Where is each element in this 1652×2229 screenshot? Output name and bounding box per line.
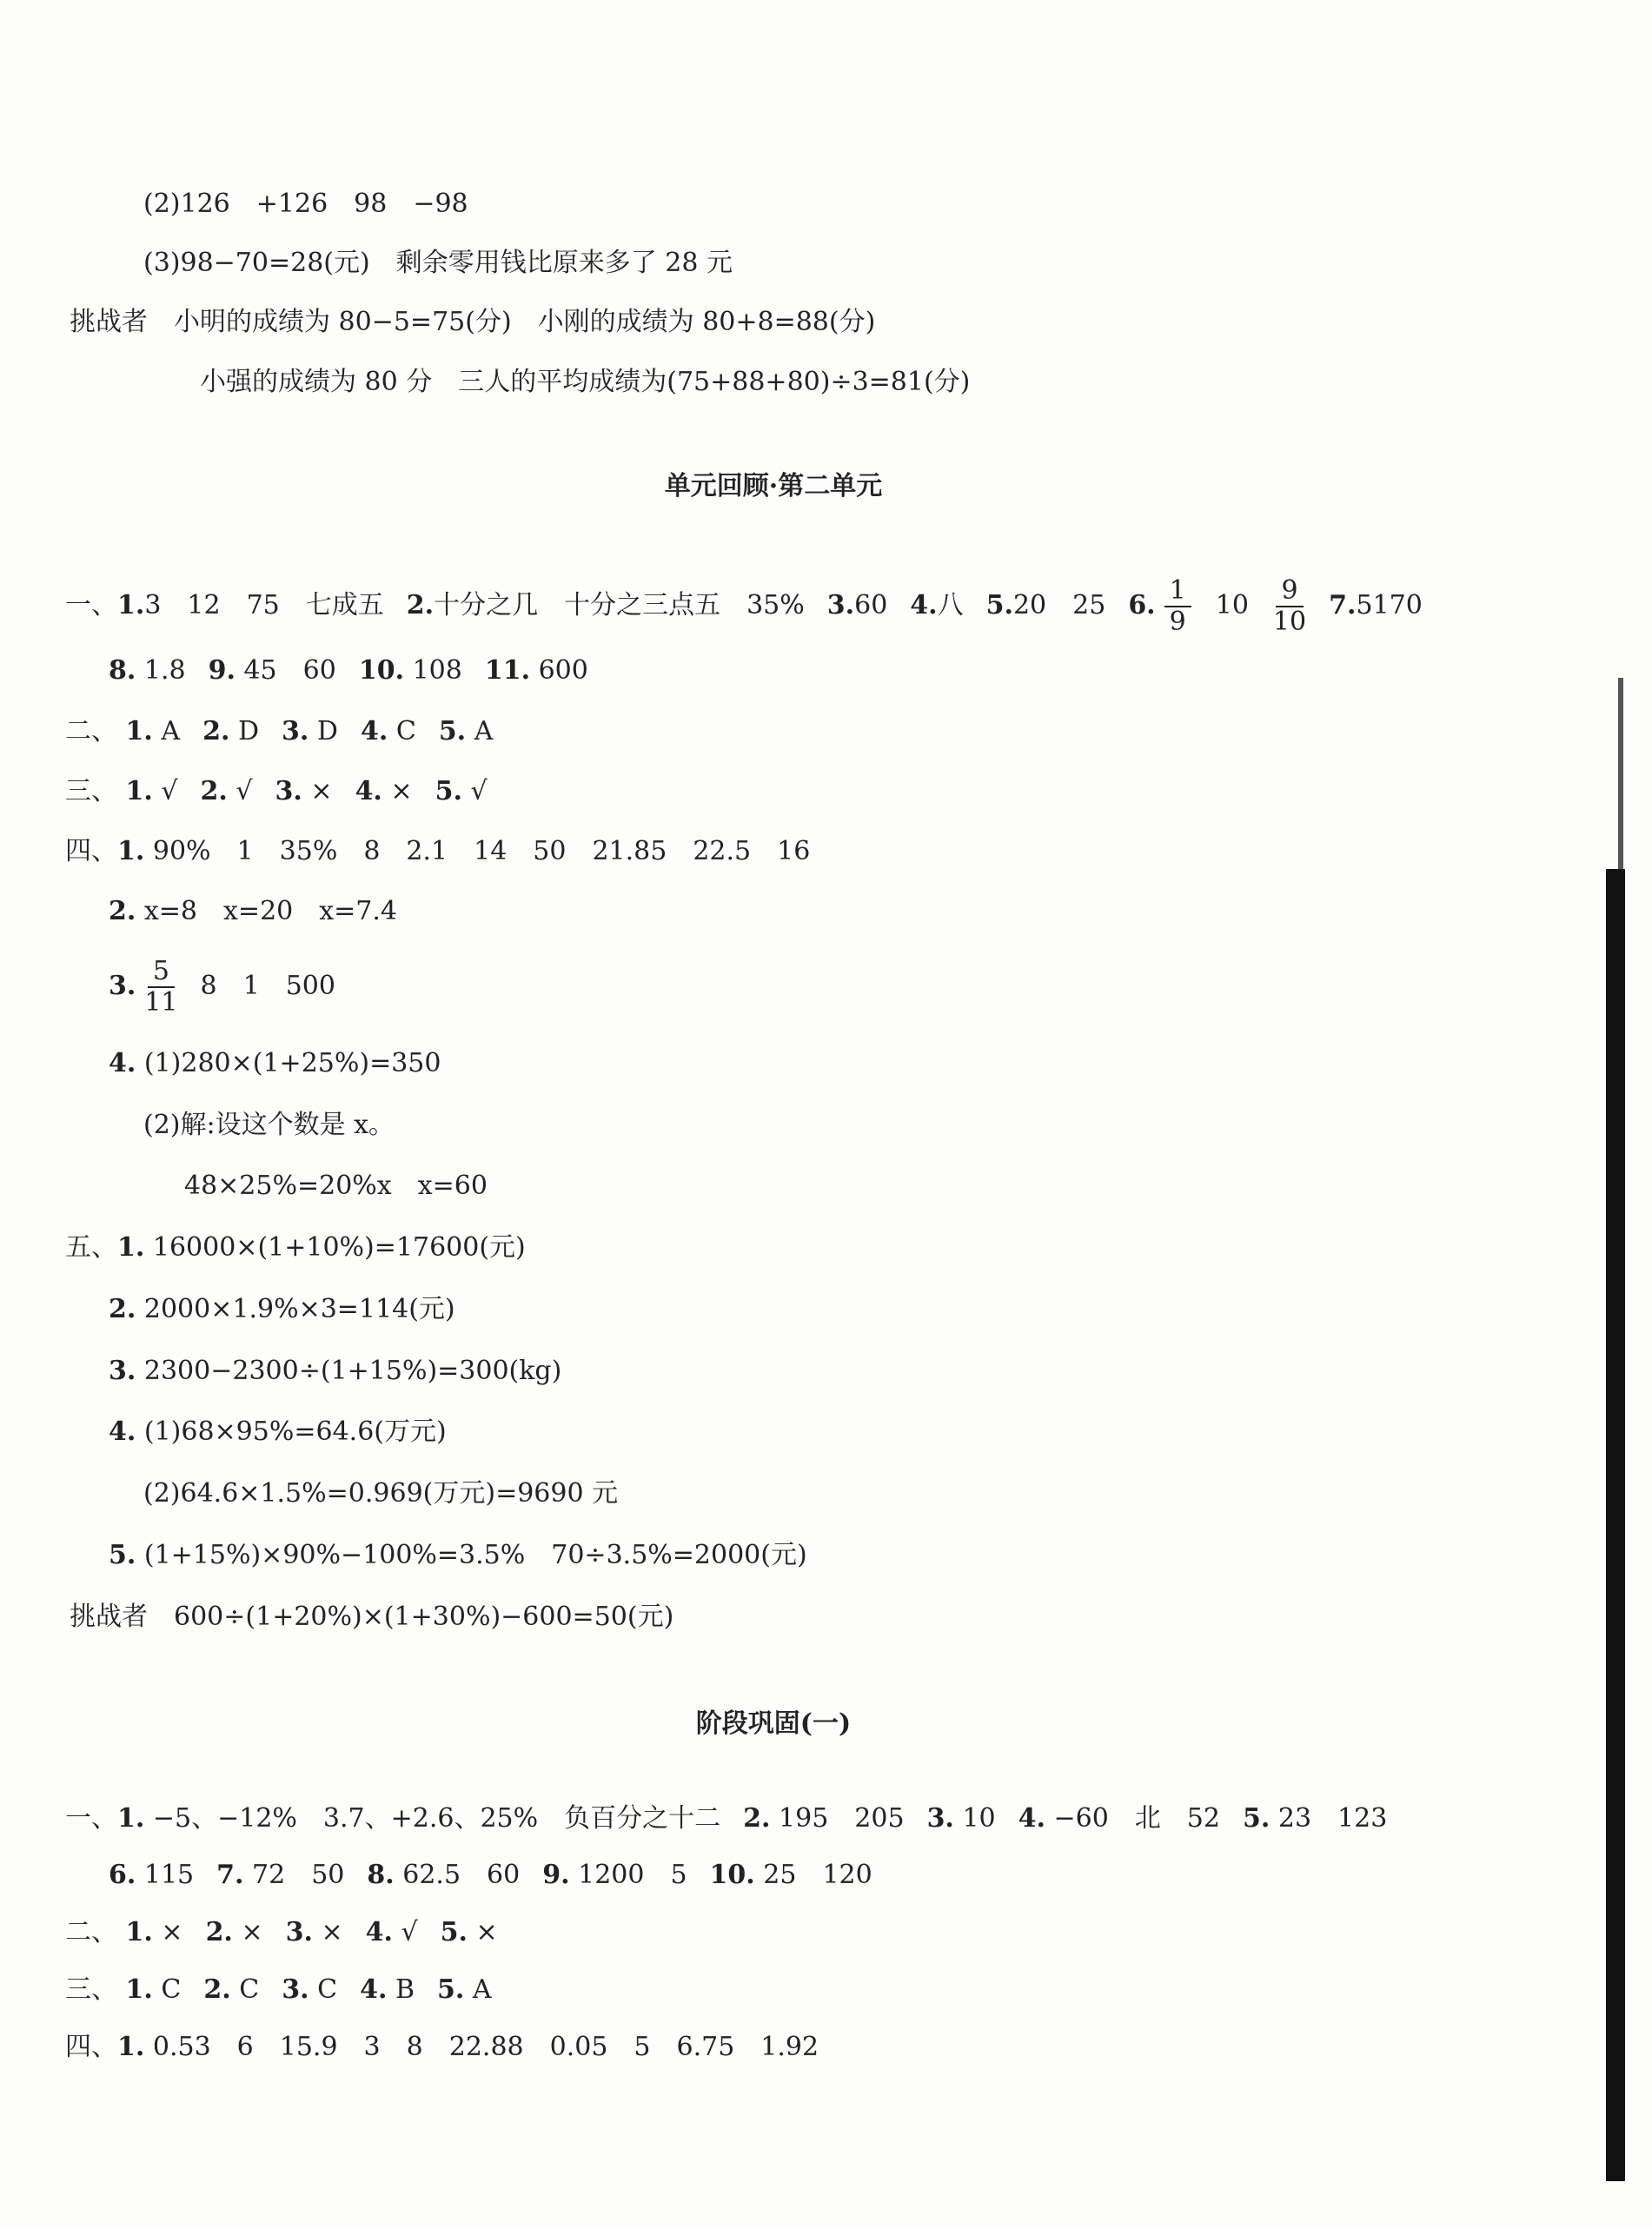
item-number: 6.	[109, 1860, 136, 1890]
item-number: 3.	[285, 1917, 313, 1947]
scan-edge-shadow	[1606, 869, 1625, 2181]
item-number: 7.	[1329, 590, 1357, 620]
answer-text: 72 50	[252, 1860, 345, 1890]
item-number: 5.	[109, 1540, 136, 1570]
answer-line	[109, 894, 397, 929]
item-number: 1.	[125, 1917, 153, 1947]
answer-text: 195 205	[779, 1803, 905, 1834]
answer-text: 0.53 6 15.9 3 8 22.88 0.05 5 6.75 1.92	[152, 2032, 819, 2062]
answer-line	[109, 1354, 561, 1389]
answer-line: (3)98−70=28(元) 剩余零用钱比原来多了 28 元	[143, 248, 733, 278]
item-number: 1.	[125, 716, 153, 746]
answer-text: √	[236, 776, 253, 806]
answer-line	[109, 1858, 872, 1893]
answer-text: ×	[475, 1917, 498, 1947]
item-number: 3.	[275, 776, 302, 806]
answer-text: 2300−2300÷(1+15%)=300(kg)	[143, 1356, 562, 1386]
challenge-line: 挑战者 600÷(1+20%)×(1+30%)−600=50(元)	[70, 1602, 674, 1632]
section-label: 三、	[65, 776, 117, 806]
item-number: 5.	[438, 716, 467, 746]
answer-text: D	[237, 716, 260, 746]
answer-text: 115	[143, 1860, 195, 1890]
answer-text: (1)68×95%=64.6(万元)	[143, 1416, 447, 1447]
answer-line	[65, 1231, 526, 1265]
item-number: 10.	[358, 655, 405, 686]
section-label: 四、	[65, 836, 117, 866]
item-number: 8.	[367, 1860, 395, 1890]
item-number: 1.	[125, 776, 153, 806]
section-label: 三、	[65, 1974, 117, 2005]
answer-line	[65, 714, 493, 749]
answer-text: 10	[1215, 590, 1249, 620]
item-number: 9.	[208, 655, 236, 686]
section-label: 五、	[65, 1232, 117, 1263]
answer-text: (1+15%)×90%−100%=3.5% 70÷3.5%=2000(元)	[143, 1540, 807, 1570]
item-number: 6.	[1128, 590, 1156, 620]
item-number: 9.	[542, 1860, 570, 1890]
answer-text: ×	[241, 1917, 263, 1947]
answer-line	[109, 956, 335, 1018]
item-number: 1.	[117, 1232, 145, 1263]
answer-line	[65, 2030, 819, 2065]
section-title: 单元回顾·第二单元	[664, 471, 883, 501]
item-number: 2.	[205, 1917, 233, 1947]
answer-line	[65, 774, 488, 809]
answer-text: x=8 x=20 x=7.4	[143, 896, 398, 926]
answer-text: √	[401, 1917, 418, 1947]
answer-text: 45 60	[243, 655, 336, 686]
challenge-line: 小强的成绩为 80 分 三人的平均成绩为(75+88+80)÷3=81(分)	[200, 367, 971, 397]
answer-text: ×	[390, 776, 413, 806]
item-number: 4.	[365, 1917, 393, 1947]
answer-text: −5、−12% 3.7、+2.6、25% 负百分之十二	[152, 1803, 721, 1834]
section-label: 二、	[65, 716, 117, 746]
answer-text: C	[395, 716, 416, 746]
answer-text: 23 123	[1277, 1803, 1388, 1834]
item-number: 2.	[743, 1803, 771, 1834]
answer-text: A	[472, 1974, 492, 2005]
answer-text: (1)280×(1+25%)=350	[143, 1048, 441, 1078]
answer-line: 48×25%=20%x x=60	[184, 1171, 488, 1201]
answer-line: (2)解:设这个数是 x。	[143, 1110, 395, 1140]
answer-text: C	[161, 1974, 182, 2005]
answer-line	[65, 576, 1423, 637]
answer-line	[109, 1415, 447, 1450]
answer-text: 1.8	[143, 655, 186, 686]
item-number: 7.	[216, 1860, 244, 1890]
section-label: 四、	[65, 2032, 117, 2062]
item-number: 1.	[117, 1803, 145, 1834]
item-number: 2.	[203, 1974, 231, 2005]
answer-line	[65, 1801, 1387, 1836]
item-number: 5.	[1242, 1803, 1271, 1834]
item-number: 10.	[709, 1860, 755, 1890]
section-label: 二、	[65, 1917, 117, 1947]
answer-text: 60	[854, 590, 888, 620]
section-title: 阶段巩固(一)	[695, 1708, 852, 1739]
answer-text: B	[395, 1974, 415, 2005]
answer-text: 600	[538, 655, 588, 686]
item-number: 11.	[484, 655, 531, 686]
answer-text: 90% 1 35% 8 2.1 14 50 21.85 22.5 16	[152, 836, 811, 866]
item-number: 3.	[826, 590, 855, 620]
item-number: 4.	[355, 776, 382, 806]
item-number: 1.	[125, 1974, 153, 2005]
item-number: 2.	[109, 896, 136, 926]
answer-line	[109, 1046, 441, 1081]
answer-text: D	[316, 716, 338, 746]
answer-text: ×	[321, 1917, 343, 1947]
item-number: 4.	[109, 1416, 136, 1447]
answer-text: 62.5 60	[402, 1860, 521, 1890]
item-number: 5.	[437, 1974, 465, 2005]
answer-text: 20 25	[1012, 590, 1106, 620]
section-label: 一、	[65, 590, 117, 620]
item-number: 3.	[926, 1803, 954, 1834]
answer-line: (2)126 +126 98 −98	[143, 189, 468, 219]
item-number: 4.	[109, 1048, 136, 1078]
answer-line	[109, 1292, 455, 1327]
answer-text: 2000×1.9%×3=114(元)	[143, 1294, 455, 1324]
answer-line	[109, 1538, 807, 1573]
answer-text: A	[474, 716, 494, 746]
item-number: 3.	[282, 1974, 309, 2005]
answer-text: 108	[412, 655, 462, 686]
fraction: $\frac{9}{10}$	[1272, 575, 1307, 637]
answer-text: A	[161, 716, 181, 746]
answer-text: C	[317, 1974, 338, 2005]
fraction: $\frac{5}{11}$	[144, 956, 178, 1018]
answer-text: 25 120	[763, 1860, 872, 1890]
scan-edge-shadow	[1618, 678, 1623, 886]
item-number: 3.	[282, 716, 309, 746]
item-number: 8.	[109, 655, 136, 686]
item-number: 2.	[200, 776, 228, 806]
answer-line	[65, 1973, 492, 2007]
answer-text: √	[470, 776, 488, 806]
answer-text: 8 1 500	[200, 971, 335, 1001]
item-number: 2.	[202, 716, 230, 746]
item-number: 5.	[440, 1917, 468, 1947]
fraction: $\frac{1}{9}$	[1164, 576, 1191, 637]
item-number: 4.	[910, 590, 938, 620]
answer-line: (2)64.6×1.5%=0.969(万元)=9690 元	[143, 1478, 619, 1509]
answer-text: ×	[310, 776, 333, 806]
item-number: 1.	[117, 836, 145, 866]
answer-text: 5170	[1356, 590, 1423, 620]
item-number: 5.	[435, 776, 462, 806]
answer-line	[109, 653, 588, 688]
challenge-line: 挑战者 小明的成绩为 80−5=75(分) 小刚的成绩为 80+8=88(分)	[70, 307, 876, 337]
answer-text: C	[239, 1974, 260, 2005]
item-number: 3.	[109, 971, 136, 1001]
item-number: 1.	[117, 590, 145, 620]
answer-line	[65, 834, 810, 869]
answer-text: 10	[962, 1803, 996, 1834]
item-number: 4.	[360, 1974, 388, 2005]
item-number: 5.	[985, 590, 1013, 620]
answer-line	[65, 1915, 498, 1950]
answer-text: √	[161, 776, 178, 806]
section-label: 一、	[65, 1803, 117, 1834]
answer-text: 1200 5	[578, 1860, 687, 1890]
item-number: 3.	[109, 1356, 136, 1386]
answer-text: 十分之几 十分之三点五 35%	[434, 590, 805, 620]
answer-text: −60 北 52	[1053, 1803, 1220, 1834]
item-number: 4.	[360, 716, 388, 746]
item-number: 4.	[1018, 1803, 1045, 1834]
item-number: 2.	[109, 1294, 136, 1324]
answer-text: ×	[161, 1917, 183, 1947]
answer-text: 3 12 75 七成五	[144, 590, 384, 620]
item-number: 2.	[406, 590, 435, 620]
answer-text: 八	[937, 590, 964, 620]
answer-text: 16000×(1+10%)=17600(元)	[152, 1232, 526, 1263]
item-number: 1.	[117, 2032, 145, 2062]
